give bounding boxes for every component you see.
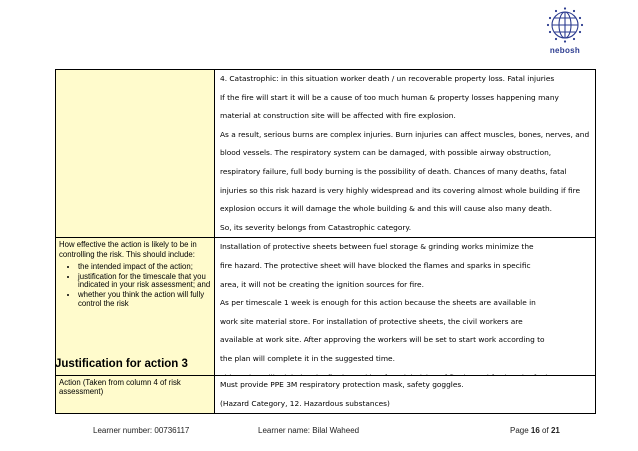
nebosh-globe-icon	[535, 6, 595, 46]
list-item: • whether you think the action will fully control the risk	[78, 291, 211, 309]
text-line: blood vessels. The respiratory system can be damaged, with possible airway obstruction,	[220, 148, 552, 158]
text-line: material at construction site will be affected with fire explosion.	[220, 111, 456, 121]
list-item: • justification for the timescale that you indicated in your risk assessment; and	[78, 273, 211, 291]
text-line: So, its severity belongs from Catastrophic category.	[220, 222, 412, 232]
text-line: Must provide PPE 3M respiratory protection mask, safety goggles.	[220, 380, 464, 389]
learner-name: Learner name: Bilal Waheed	[258, 426, 360, 435]
text-line: area, it will not be creating the ignition sources for fire.	[220, 279, 424, 289]
logo-text: nebosh	[549, 46, 581, 55]
list-item: • the intended impact of the action;	[78, 263, 211, 272]
section-title: Justification for action 3	[55, 358, 188, 370]
page-mid: of	[539, 426, 551, 435]
text-line: If the fire will start it will be a cause of too much human & property losses happening many	[220, 92, 559, 102]
action-label: Action (Taken from column 4 of risk assessment)	[59, 378, 181, 397]
table-cell-empty	[56, 70, 215, 238]
table-cell-action-label	[56, 376, 215, 414]
learner-number: Learner number: 00736117	[93, 426, 190, 435]
effectiveness-bullets	[59, 263, 211, 309]
effectiveness-label	[56, 238, 214, 311]
text-line: As a result, serious burns are complex injuries. Burn injuries can affect muscles, bones, nerves, and	[220, 129, 590, 139]
table-row	[56, 70, 596, 238]
text-line: fire hazard. The protective sheet will have blocked the flames and sparks in specific	[220, 260, 531, 270]
text-line: injuries so this risk hazard is very highly widespread and its covering almost whole building if fire	[220, 185, 581, 195]
effectiveness-heading: How effective the action is likely to be in controlling the risk. This should include:	[59, 240, 197, 259]
text-line: 4. Catastrophic: in this situation worker death / un recoverable property loss. Fatal injuries	[220, 74, 555, 83]
page-current: 16	[530, 426, 540, 435]
text-line: respiratory failure, full body burning is the possibility of death. Chances of many deaths, fatal	[220, 166, 567, 176]
text-line: As per timescale 1 week is enough for this action because the sheets are available in	[220, 298, 536, 308]
page-total: 21	[550, 426, 560, 435]
action-table	[55, 375, 596, 414]
text-line: Installation of protective sheets between fuel storage & grinding works minimize the	[220, 242, 534, 252]
page-number	[510, 426, 560, 435]
text-line: the plan will complete it in the suggested time.	[220, 353, 395, 363]
text-line: (Hazard Category, 12. Hazardous substances)	[220, 398, 390, 408]
nebosh-logo	[535, 6, 595, 58]
text-line: work site material store. For installation of protective sheets, the civil workers are	[220, 316, 523, 326]
text-line: available at work site. After approving the workers will be set to start work according to	[220, 335, 545, 345]
severity-text	[215, 70, 595, 237]
page-prefix: Page	[510, 426, 531, 435]
table-cell-severity	[215, 70, 596, 238]
risk-table	[55, 69, 596, 407]
action-text	[215, 376, 595, 413]
table-row	[56, 376, 596, 414]
text-line: explosion occurs it will damage the whole building & and this will cause also many death.	[220, 204, 553, 214]
table-cell-action	[215, 376, 596, 414]
